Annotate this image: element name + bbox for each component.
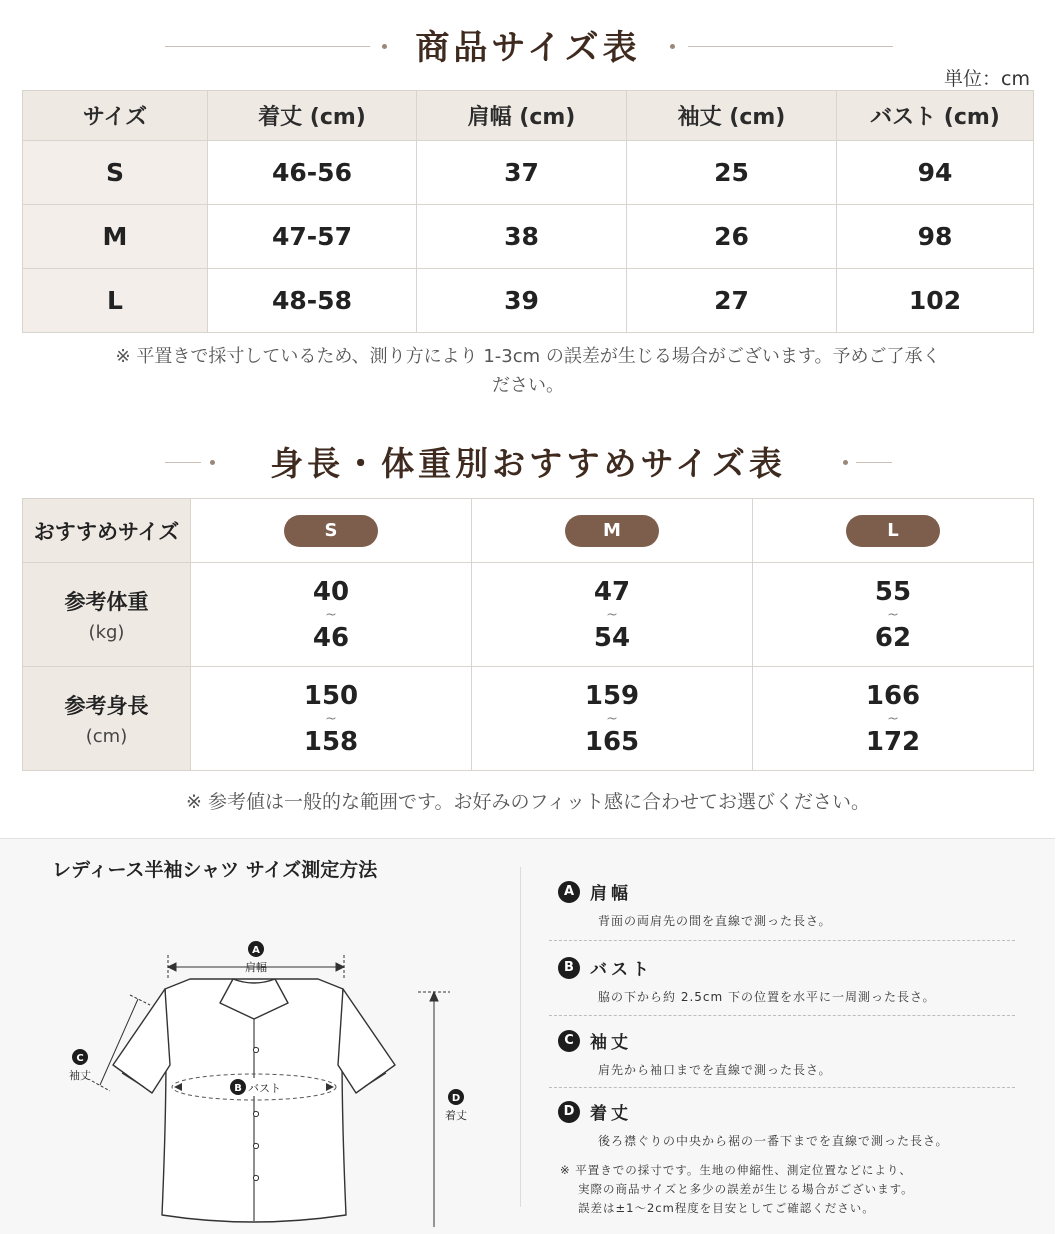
value-cell: 94 <box>837 141 1034 205</box>
size-note <box>40 342 1016 400</box>
badge-a: A <box>558 881 580 903</box>
item-divider <box>549 1015 1015 1016</box>
size-chart-title-block <box>0 26 1056 70</box>
recommend-note: ※ 参考値は一般的な範囲です。お好みのフィット感に合わせてお選びください。 <box>186 791 870 813</box>
size-note-line1: ※ 平置きで採寸しているため、測り方により 1-3cm の誤差が生じる場合がございます。予めご了承く <box>115 346 941 367</box>
panel-title: レディース半袖シャツ サイズ測定方法 <box>52 859 378 881</box>
header-cell: 着丈 (cm) <box>208 91 417 141</box>
badge-d: D <box>558 1101 580 1123</box>
range-min: 166 <box>865 680 921 711</box>
recommend-header-row <box>23 499 1034 563</box>
size-note-line2: ださい。 <box>492 375 564 396</box>
title-rule-left <box>165 46 370 47</box>
weight-row <box>23 563 1034 667</box>
measure-desc: 肩先から袖口までを直線で測った長さ。 <box>598 1063 832 1077</box>
range-min: 159 <box>584 680 640 711</box>
recommend-title: 身長・体重別おすすめサイズ表 <box>270 444 786 483</box>
recommend-table <box>22 498 1034 771</box>
recommend-title-block <box>0 442 1056 486</box>
title-dot-right <box>670 44 675 49</box>
value-cell: 37 <box>417 141 627 205</box>
weight-label: 参考体重 <box>64 590 149 614</box>
range-tilde: ~ <box>887 606 899 623</box>
shirt-diagram <box>40 887 480 1227</box>
header-cell: サイズ <box>23 91 208 141</box>
height-range-s <box>191 667 472 771</box>
height-row <box>23 667 1034 771</box>
diagram-badge-c: C <box>76 1053 84 1064</box>
range-min: 47 <box>593 576 631 607</box>
size-table <box>22 90 1034 333</box>
badge-c: C <box>558 1030 580 1052</box>
range-max: 62 <box>874 622 912 653</box>
title-rule-right <box>856 462 892 463</box>
value-cell: 26 <box>627 205 837 269</box>
weight-range-m <box>472 563 753 667</box>
panel-note-line3: 誤差は±1～2cm程度を目安としてご確認ください。 <box>578 1201 875 1215</box>
size-pill-s: S <box>284 515 378 547</box>
table-row <box>23 205 1034 269</box>
header-cell: 肩幅 (cm) <box>417 91 627 141</box>
weight-range-s <box>191 563 472 667</box>
range-max: 158 <box>303 726 359 757</box>
measure-name: 肩幅 <box>590 884 632 904</box>
height-range-l <box>753 667 1034 771</box>
measure-name: 着丈 <box>590 1104 632 1124</box>
height-label-cell <box>23 667 191 771</box>
measure-desc: 後ろ襟ぐりの中央から裾の一番下までを直線で測った長さ。 <box>598 1134 949 1148</box>
size-pill-cell <box>472 499 753 563</box>
size-pill-m: M <box>565 515 659 547</box>
diagram-label-shoulder: 肩幅 <box>245 961 267 974</box>
measurement-panel <box>0 838 1055 1234</box>
height-unit: (cm) <box>85 726 128 747</box>
value-cell: 47-57 <box>208 205 417 269</box>
height-range-m <box>472 667 753 771</box>
range-min: 55 <box>874 576 912 607</box>
header-cell: 袖丈 (cm) <box>627 91 837 141</box>
weight-range-l <box>753 563 1034 667</box>
size-cell: M <box>23 205 208 269</box>
diagram-badge-b: B <box>234 1083 242 1094</box>
recommend-header-label: おすすめサイズ <box>23 499 191 563</box>
size-cell: L <box>23 269 208 333</box>
range-max: 165 <box>584 726 640 757</box>
diagram-label-sleeve: 袖丈 <box>69 1069 91 1082</box>
panel-divider <box>520 867 521 1207</box>
range-tilde: ~ <box>606 606 618 623</box>
range-tilde: ~ <box>325 606 337 623</box>
title-dot-left <box>382 44 387 49</box>
diagram-label-bust: バスト <box>248 1082 281 1095</box>
panel-note-line1: ※ 平置きでの採寸です。生地の伸縮性、測定位置などにより、 <box>560 1163 912 1177</box>
range-max: 46 <box>312 622 350 653</box>
measure-item-length <box>558 1099 1018 1149</box>
size-table-header <box>23 91 1034 141</box>
badge-b: B <box>558 957 580 979</box>
size-chart-title: 商品サイズ表 <box>415 28 641 68</box>
item-divider <box>549 940 1015 941</box>
value-cell: 39 <box>417 269 627 333</box>
value-cell: 25 <box>627 141 837 205</box>
size-pill-cell <box>191 499 472 563</box>
panel-note <box>560 1161 914 1218</box>
title-rule-right <box>688 46 893 47</box>
value-cell: 102 <box>837 269 1034 333</box>
size-pill-cell <box>753 499 1034 563</box>
range-tilde: ~ <box>887 710 899 727</box>
measure-name: バスト <box>590 960 653 980</box>
measure-item-bust <box>558 955 1018 1005</box>
title-dot-right <box>843 460 848 465</box>
diagram-label-length: 着丈 <box>445 1109 467 1122</box>
weight-label-cell <box>23 563 191 667</box>
title-dot-left <box>210 460 215 465</box>
value-cell: 38 <box>417 205 627 269</box>
range-max: 172 <box>865 726 921 757</box>
weight-unit: (kg) <box>88 622 125 643</box>
measure-desc: 脇の下から約 2.5cm 下の位置を水平に一周測った長さ。 <box>598 990 936 1004</box>
size-cell: S <box>23 141 208 205</box>
measure-item-sleeve <box>558 1028 1018 1078</box>
table-row <box>23 269 1034 333</box>
value-cell: 98 <box>837 205 1034 269</box>
unit-label: 単位：cm <box>944 68 1030 90</box>
range-min: 40 <box>312 576 350 607</box>
header-cell: バスト (cm) <box>837 91 1034 141</box>
diagram-badge-a: A <box>252 945 260 956</box>
range-tilde: ~ <box>606 710 618 727</box>
range-max: 54 <box>593 622 631 653</box>
item-divider <box>549 1087 1015 1088</box>
range-min: 150 <box>303 680 359 711</box>
panel-note-line2: 実際の商品サイズと多少の誤差が生じる場合がございます。 <box>578 1182 914 1196</box>
table-row <box>23 141 1034 205</box>
measure-desc: 背面の両肩先の間を直線で測った長さ。 <box>598 914 832 928</box>
value-cell: 27 <box>627 269 837 333</box>
measure-name: 袖丈 <box>590 1033 632 1053</box>
measure-item-shoulder <box>558 879 1018 929</box>
range-tilde: ~ <box>325 710 337 727</box>
value-cell: 48-58 <box>208 269 417 333</box>
diagram-badge-d: D <box>451 1093 461 1104</box>
value-cell: 46-56 <box>208 141 417 205</box>
height-label: 参考身長 <box>64 694 149 718</box>
title-rule-left <box>165 462 201 463</box>
size-pill-l: L <box>846 515 940 547</box>
